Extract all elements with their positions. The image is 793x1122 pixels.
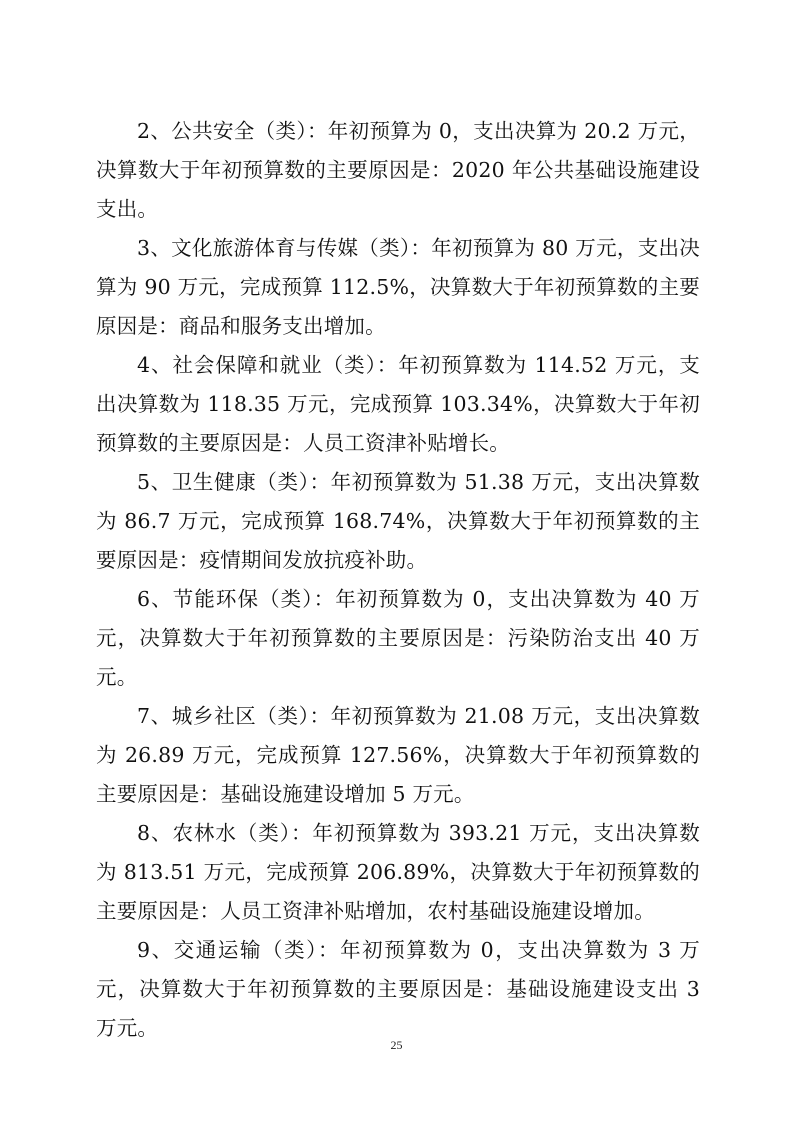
paragraph-health: 5、卫生健康（类）：年初预算数为 51.38 万元，支出决算数为 86.7 万元，完成预算 168.74%，决算数大于年初预算数的主要原因是：疫情期间发放抗疫补助。: [96, 470, 700, 572]
paragraph-agriculture-forestry-water: 8、农林水（类）：年初预算数为 393.21 万元，支出决算数为 813.51 万元，完成预算 206.89%，决算数大于年初预算数的主要原因是：人员工资津补贴增加，农村基础设施建设增加。: [96, 821, 700, 923]
paragraph-urban-rural-community: 7、城乡社区（类）：年初预算数为 21.08 万元，支出决算数为 26.89 万元，完成预算 127.56%，决算数大于年初预算数的主要原因是：基础设施建设增加 5 万元。: [96, 704, 700, 806]
document-body: [96, 112, 700, 1048]
page-number: 25: [390, 1038, 403, 1052]
paragraph-public-security: 2、公共安全（类）：年初预算为 0，支出决算为 20.2 万元，决算数大于年初预算数的主要原因是：2020 年公共基础设施建设支出。: [96, 119, 700, 221]
paragraph-energy-environment: 6、节能环保（类）：年初预算数为 0，支出决算数为 40 万元，决算数大于年初预算数的主要原因是：污染防治支出 40 万元。: [96, 587, 700, 689]
paragraph-transportation: 9、交通运输（类）：年初预算数为 0，支出决算数为 3 万元，决算数大于年初预算数的主要原因是：基础设施建设支出 3 万元。: [96, 938, 700, 1040]
paragraph-social-security-employment: 4、社会保障和就业（类）：年初预算数为 114.52 万元，支出决算数为 118.35 万元，完成预算 103.34%，决算数大于年初预算数的主要原因是：人员工资津补贴增长。: [96, 353, 700, 455]
paragraph-culture-tourism-sports-media: 3、文化旅游体育与传媒（类）：年初预算为 80 万元，支出决算为 90 万元，完成预算 112.5%，决算数大于年初预算数的主要原因是：商品和服务支出增加。: [96, 236, 700, 338]
